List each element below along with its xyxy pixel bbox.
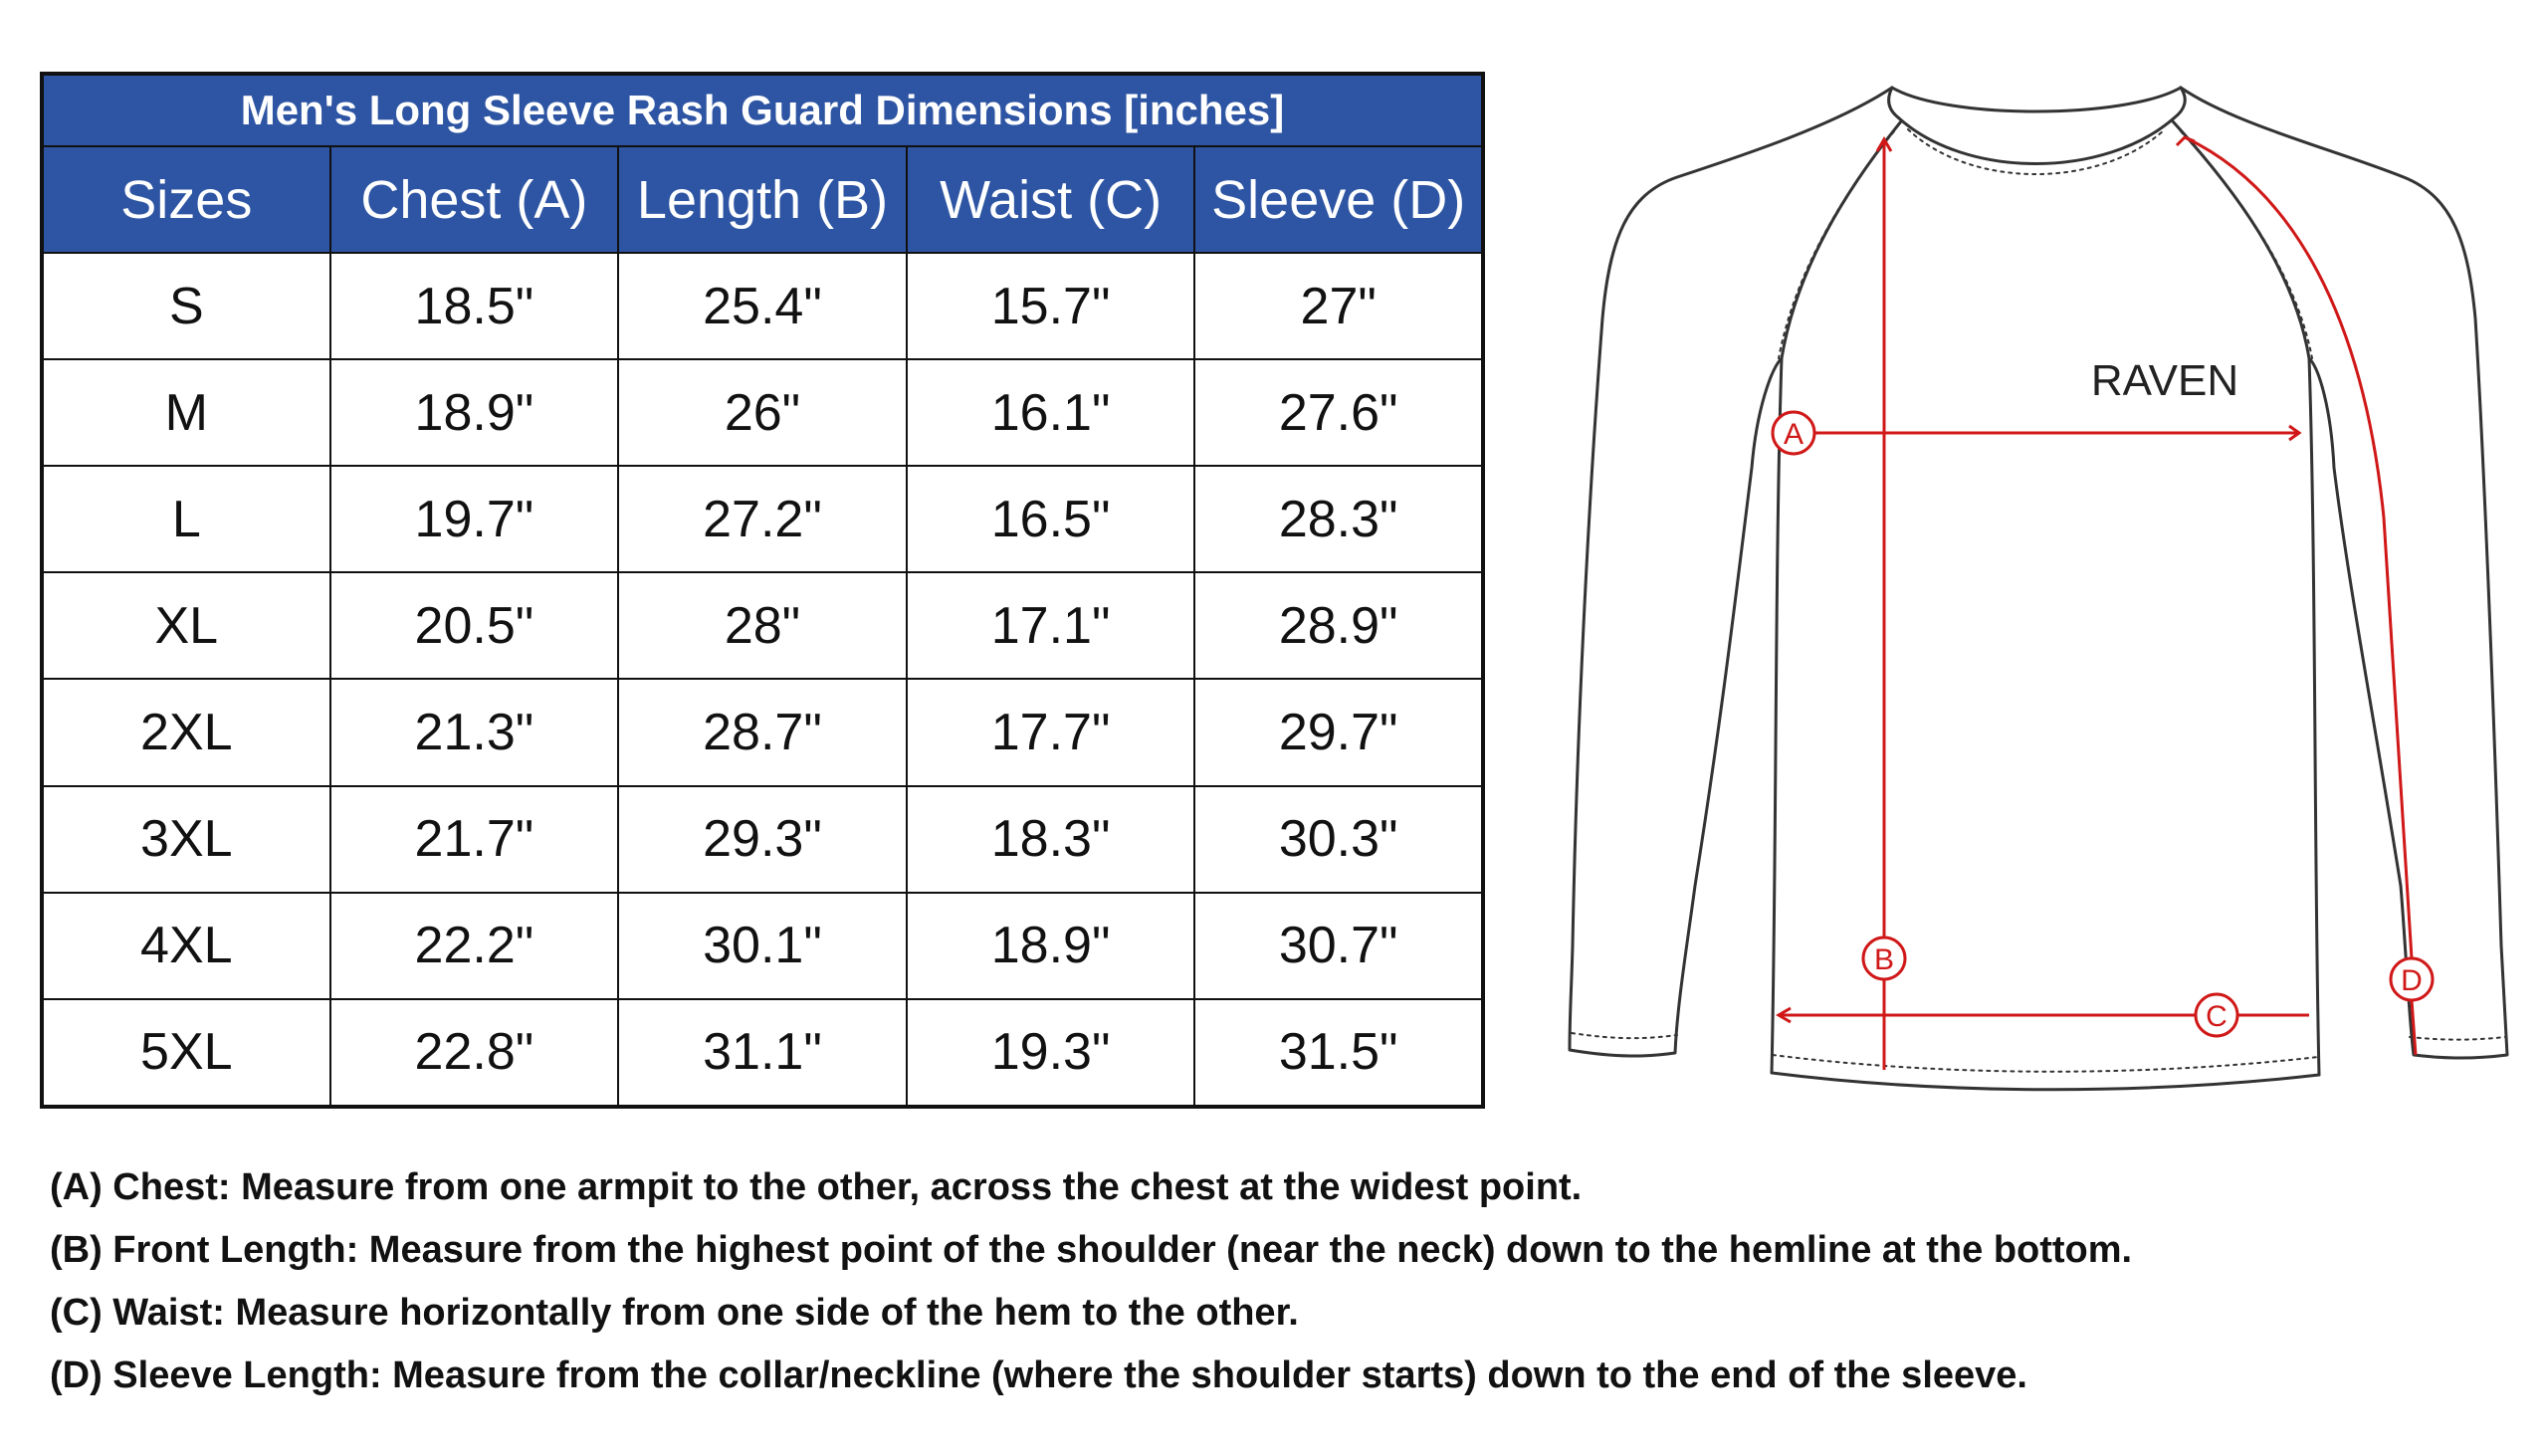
rash-guard-diagram — [1548, 70, 2533, 1115]
marker-b-icon — [1863, 937, 1905, 979]
sleeve-cell: 30.3" — [1194, 786, 1483, 893]
waist-cell: 18.3" — [907, 786, 1195, 893]
svg-text:A: A — [1783, 418, 1805, 451]
column-header-sleeve: Sleeve (D) — [1194, 146, 1483, 253]
table-row — [42, 572, 1483, 679]
sleeve-cell: 28.9" — [1194, 572, 1483, 679]
table-row — [42, 786, 1483, 893]
size-cell: M — [42, 359, 330, 466]
table-row — [42, 893, 1483, 999]
length-cell: 31.1" — [618, 999, 907, 1107]
length-cell: 26" — [618, 359, 907, 466]
table-header-row — [42, 146, 1483, 253]
length-cell: 29.3" — [618, 786, 907, 893]
chest-cell: 18.9" — [330, 359, 619, 466]
measurement-lines — [1779, 137, 2416, 1070]
measurement-instructions — [50, 1156, 2518, 1407]
table-title-row — [42, 74, 1483, 146]
size-chart-table — [40, 72, 1485, 1109]
chest-cell: 22.8" — [330, 999, 619, 1107]
sleeve-cell: 27" — [1194, 253, 1483, 359]
size-cell: L — [42, 466, 330, 572]
chest-cell: 21.3" — [330, 679, 619, 785]
column-header-waist: Waist (C) — [907, 146, 1195, 253]
column-header-sizes: Sizes — [42, 146, 330, 253]
waist-cell: 15.7" — [907, 253, 1195, 359]
waist-cell: 19.3" — [907, 999, 1195, 1107]
table-row — [42, 466, 1483, 572]
instruction-waist: (C) Waist: Measure horizontally from one side of the hem to the other. — [50, 1292, 1299, 1334]
table-row — [42, 359, 1483, 466]
chest-cell: 20.5" — [330, 572, 619, 679]
sleeve-cell: 29.7" — [1194, 679, 1483, 785]
instruction-sleeve: (D) Sleeve Length: Measure from the collar/neckline (where the shoulder starts) down to the end of the sleeve. — [50, 1354, 2027, 1396]
svg-text:D: D — [2401, 964, 2423, 997]
waist-cell: 16.5" — [907, 466, 1195, 572]
size-cell: 2XL — [42, 679, 330, 785]
table-row — [42, 253, 1483, 359]
waist-cell: 16.1" — [907, 359, 1195, 466]
waist-cell: 17.1" — [907, 572, 1195, 679]
marker-a-icon — [1773, 412, 1814, 454]
size-cell: 5XL — [42, 999, 330, 1107]
svg-text:B: B — [1873, 943, 1895, 976]
column-header-length: Length (B) — [618, 146, 907, 253]
waist-cell: 18.9" — [907, 893, 1195, 999]
brand-label: RAVEN — [2090, 356, 2239, 405]
size-cell: S — [42, 253, 330, 359]
marker-d-icon — [2391, 958, 2433, 1000]
length-cell: 27.2" — [618, 466, 907, 572]
column-header-chest: Chest (A) — [330, 146, 619, 253]
table-row — [42, 679, 1483, 785]
waist-cell: 17.7" — [907, 679, 1195, 785]
size-cell: XL — [42, 572, 330, 679]
sleeve-cell: 30.7" — [1194, 893, 1483, 999]
length-cell: 30.1" — [618, 893, 907, 999]
chest-cell: 18.5" — [330, 253, 619, 359]
length-cell: 28.7" — [618, 679, 907, 785]
table-title: Men's Long Sleeve Rash Guard Dimensions [inches] — [42, 74, 1483, 146]
sleeve-cell: 31.5" — [1194, 999, 1483, 1107]
size-cell: 4XL — [42, 893, 330, 999]
shirt-outline — [1570, 88, 2507, 1090]
length-cell: 25.4" — [618, 253, 907, 359]
length-cell: 28" — [618, 572, 907, 679]
chest-cell: 22.2" — [330, 893, 619, 999]
instruction-chest: (A) Chest: Measure from one armpit to the other, across the chest at the widest point. — [50, 1166, 1583, 1208]
marker-c-icon — [2196, 994, 2237, 1036]
sleeve-cell: 27.6" — [1194, 359, 1483, 466]
table-row — [42, 999, 1483, 1107]
instruction-length: (B) Front Length: Measure from the highest point of the shoulder (near the neck) down to the hemline at the bottom. — [50, 1229, 2133, 1271]
chest-cell: 21.7" — [330, 786, 619, 893]
svg-text:C: C — [2206, 1000, 2228, 1033]
chest-cell: 19.7" — [330, 466, 619, 572]
size-cell: 3XL — [42, 786, 330, 893]
sleeve-cell: 28.3" — [1194, 466, 1483, 572]
